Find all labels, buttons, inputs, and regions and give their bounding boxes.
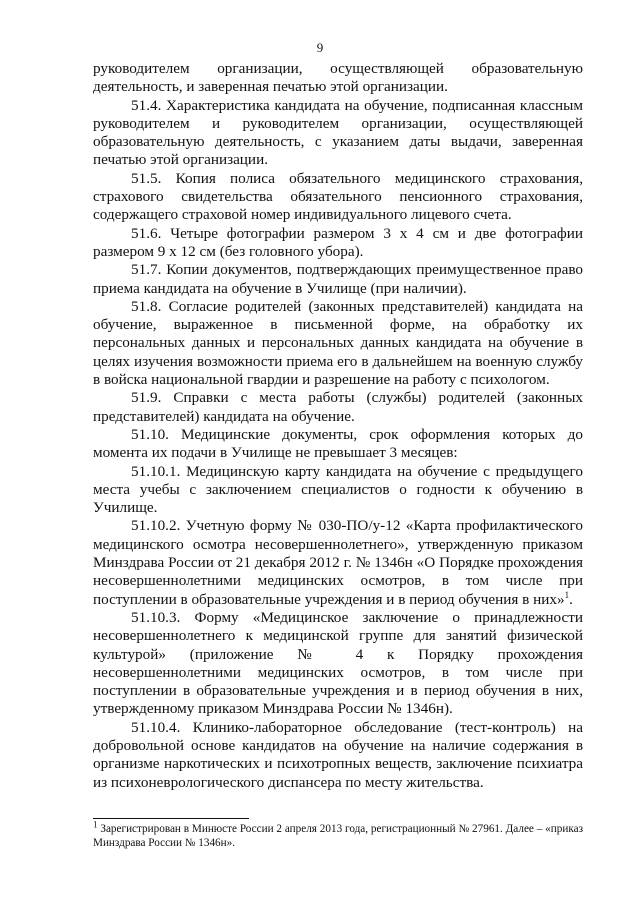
paragraph-51-4: 51.4. Характеристика кандидата на обучение, подписанная классным руководителем и руководителем организации, осуществляющей образовательную деятельность, с указанием даты выдачи, заверенная печатью этой организации. (93, 96, 583, 169)
footnote-reference[interactable]: 1 (564, 589, 570, 600)
paragraph-51-10-3: 51.10.3. Форму «Медицинское заключение о принадлежности несовершеннолетнего к медицинской группе для занятий физической культурой» (приложение № 4 к Порядку прохождения несовершеннолетними медицинских осмотров, в том числе при поступлении в образовательные учреждения и в период обучения в них, утвержденному приказом Минздрава России № 1346н). (93, 608, 583, 718)
footnote-text: Зарегистрирован в Минюсте России 2 апреля 2013 года, регистрационный № 27961. Далее – «приказ Минздрава России № 1346н». (93, 823, 583, 849)
page-number: 9 (316, 40, 324, 55)
paragraph-51-10-2 (93, 517, 583, 608)
paragraph-51-5: 51.5. Копия полиса обязательного медицинского страхования, страхового свидетельства обязательного пенсионного страхования, содержащего страховой номер индивидуального лицевого счета. (93, 169, 583, 224)
paragraph-51-10-1: 51.10.1. Медицинскую карту кандидата на обучение с предыдущего места учебы с заключением специалистов о годности к обучению в Училище. (93, 462, 583, 517)
paragraph-continuation: руководителем организации, осуществляющей образовательную деятельность, и заверенная печатью этой организации. (93, 60, 583, 96)
document-body (93, 60, 583, 792)
paragraph-51-8: 51.8. Согласие родителей (законных представителей) кандидата на обучение, выраженное в письменной форме, на обработку их персональных данных и персональных данных кандидата на обучение в целях изучения возможности приема его в дальнейшем на военную службу в войска национальной гвардии и разрешение на работу с психологом. (93, 297, 583, 389)
paragraph-51-9: 51.9. Справки с места работы (службы) родителей (законных представителей) кандидата на обучение. (93, 389, 583, 425)
footnote-divider (93, 818, 249, 819)
footnote (93, 819, 583, 850)
paragraph-51-10-4: 51.10.4. Клинико-лабораторное обследование (тест-контроль) на добровольной основе кандидатов на обучение на наличие содержания в организме наркотических и психотропных веществ, заключение психиатра из психоневрологического диспансера по месту жительства. (93, 718, 583, 791)
paragraph-51-10-2-text: 51.10.2. Учетную форму № 030-ПО/у-12 «Карта профилактического медицинского осмотра несовершеннолетнего», утвержденную приказом Минздрава России от 21 декабря 2012 г. № 1346н «О Порядке прохождения несовершеннолетними медицинских осмотров, в том числе при поступлении в образовательные учреждения и в период обучения в них» (93, 517, 583, 608)
paragraph-51-10-2-tail: . (569, 590, 573, 608)
paragraph-51-6: 51.6. Четыре фотографии размером 3 х 4 см и две фотографии размером 9 х 12 см (без головного убора). (93, 224, 583, 260)
footnote-marker: 1 (93, 819, 98, 830)
paragraph-51-7: 51.7. Копии документов, подтверждающих преимущественное право приема кандидата на обучение в Училище (при наличии). (93, 261, 583, 297)
paragraph-51-10: 51.10. Медицинские документы, срок оформления которых до момента их подачи в Училище не превышает 3 месяцев: (93, 425, 583, 462)
